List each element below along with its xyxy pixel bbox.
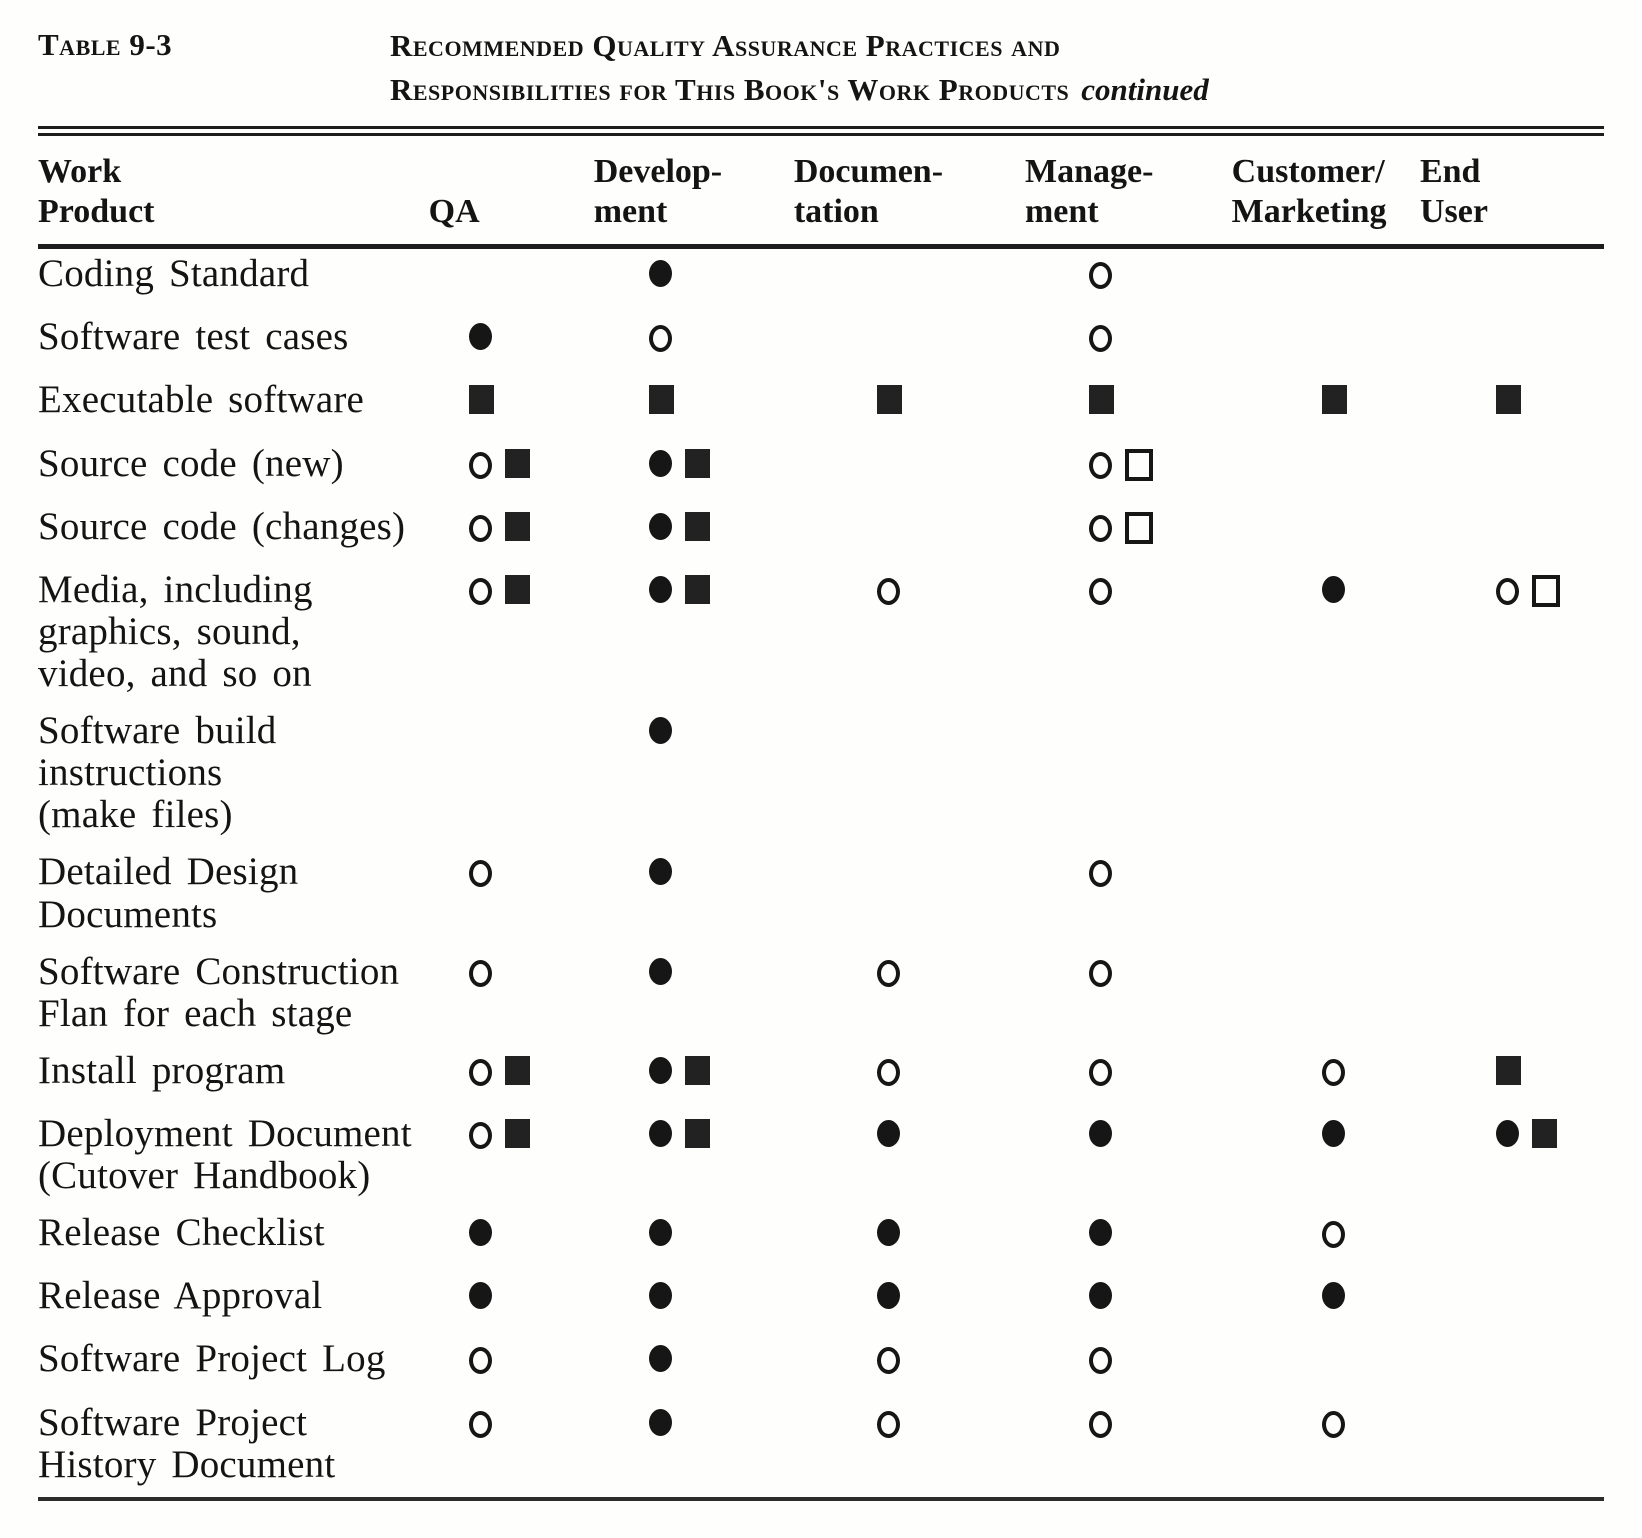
table-body-row-group — [38, 247, 1604, 1499]
filled-circle-symbol — [877, 1120, 900, 1147]
cell-qa — [424, 706, 557, 847]
cell-management — [991, 1398, 1208, 1499]
open-circle-symbol — [469, 515, 492, 542]
table-row — [38, 1271, 1604, 1334]
cell-development — [557, 1334, 762, 1397]
cell-customer-marketing — [1208, 1109, 1401, 1208]
column-header-line: Marketing — [1231, 193, 1387, 231]
cell-management — [991, 502, 1208, 565]
cell-end-user — [1401, 947, 1604, 1046]
work-product-label-line: Flan for each stage — [38, 991, 353, 1035]
cell-documentation — [762, 1208, 991, 1271]
open-circle-symbol — [1089, 515, 1112, 542]
filled-square-symbol — [685, 575, 710, 604]
cell-development — [557, 247, 762, 313]
open-circle-symbol — [469, 1411, 492, 1438]
cell-development — [557, 1271, 762, 1334]
work-product-label — [38, 847, 424, 946]
work-product-label — [38, 247, 424, 313]
open-circle-symbol — [469, 1059, 492, 1086]
cell-customer-marketing — [1208, 247, 1401, 313]
work-product-label — [38, 375, 424, 438]
cell-development — [557, 1398, 762, 1499]
open-square-symbol — [1125, 449, 1153, 481]
cell-end-user — [1401, 439, 1604, 502]
open-circle-symbol — [469, 960, 492, 987]
work-product-label-line: Software Project — [38, 1400, 308, 1444]
cell-management — [991, 947, 1208, 1046]
filled-circle-symbol — [649, 1345, 672, 1372]
filled-circle-symbol — [469, 1282, 492, 1309]
cell-end-user — [1401, 1271, 1604, 1334]
filled-square-symbol — [877, 385, 902, 414]
open-circle-symbol — [469, 860, 492, 887]
table-title-line-1: Recommended Quality Assurance Practices and — [390, 28, 1061, 63]
filled-square-symbol — [1496, 385, 1521, 414]
work-product-label-line: Release Checklist — [38, 1211, 325, 1255]
open-circle-symbol — [1322, 1221, 1345, 1248]
table-row — [38, 1046, 1604, 1109]
cell-management — [991, 1271, 1208, 1334]
table-row — [38, 847, 1604, 946]
filled-circle-symbol — [469, 323, 492, 350]
open-circle-symbol — [877, 1347, 900, 1374]
cell-customer-marketing — [1208, 1334, 1401, 1397]
work-product-label-line: Coding Standard — [38, 252, 310, 296]
cell-qa — [424, 1334, 557, 1397]
work-product-label-line: Source code (new) — [38, 441, 344, 485]
cell-qa — [424, 1208, 557, 1271]
cell-development — [557, 706, 762, 847]
continued-note: continued — [1081, 72, 1209, 108]
filled-circle-symbol — [877, 1219, 900, 1246]
cell-documentation — [762, 565, 991, 706]
cell-management — [991, 375, 1208, 438]
cell-customer-marketing — [1208, 565, 1401, 706]
cell-qa — [424, 502, 557, 565]
filled-circle-symbol — [649, 1409, 672, 1436]
cell-documentation — [762, 847, 991, 946]
column-header-work-product — [38, 136, 424, 247]
work-product-label — [38, 1271, 424, 1334]
column-header-documentation — [762, 136, 991, 247]
cell-documentation — [762, 247, 991, 313]
cell-development — [557, 502, 762, 565]
work-product-label-line: Executable software — [38, 378, 365, 422]
work-product-label — [38, 502, 424, 565]
column-header-line: ment — [1024, 193, 1099, 231]
work-product-label — [38, 706, 424, 847]
cell-qa — [424, 247, 557, 313]
cell-end-user — [1401, 1398, 1604, 1499]
open-circle-symbol — [1322, 1411, 1345, 1438]
table-row — [38, 439, 1604, 502]
cell-customer-marketing — [1208, 706, 1401, 847]
open-circle-symbol — [1089, 452, 1112, 479]
cell-customer-marketing — [1208, 502, 1401, 565]
cell-development — [557, 439, 762, 502]
cell-qa — [424, 439, 557, 502]
cell-management — [991, 1046, 1208, 1109]
filled-square-symbol — [469, 385, 494, 414]
cell-development — [557, 947, 762, 1046]
work-product-label — [38, 1334, 424, 1397]
table-title-line-2 — [390, 68, 1209, 112]
table-top-rule — [38, 126, 1604, 136]
column-header-end-user — [1401, 136, 1604, 247]
filled-circle-symbol — [1089, 1219, 1112, 1246]
work-product-label — [38, 439, 424, 502]
filled-square-symbol — [505, 449, 530, 478]
cell-end-user — [1401, 1046, 1604, 1109]
work-product-label-line: Software Project Log — [38, 1337, 386, 1381]
filled-square-symbol — [685, 1119, 710, 1148]
open-circle-symbol — [1089, 1347, 1112, 1374]
table-caption — [38, 24, 1604, 112]
work-product-label-line: Media, including — [38, 567, 313, 611]
column-header-line: End — [1419, 153, 1481, 191]
cell-documentation — [762, 375, 991, 438]
cell-development — [557, 1109, 762, 1208]
cell-end-user — [1401, 1109, 1604, 1208]
filled-square-symbol — [505, 575, 530, 604]
work-product-label — [38, 312, 424, 375]
qa-practices-table — [38, 136, 1604, 1501]
open-circle-symbol — [1496, 578, 1519, 605]
cell-qa — [424, 1046, 557, 1109]
work-product-label-line: Software Construction — [38, 949, 400, 993]
cell-customer-marketing — [1208, 312, 1401, 375]
filled-square-symbol — [685, 449, 710, 478]
column-header-customer-marketing — [1208, 136, 1401, 247]
cell-management — [991, 847, 1208, 946]
filled-square-symbol — [685, 512, 710, 541]
filled-circle-symbol — [1322, 576, 1345, 603]
cell-customer-marketing — [1208, 439, 1401, 502]
open-circle-symbol — [649, 325, 672, 352]
filled-square-symbol — [685, 1056, 710, 1085]
cell-development — [557, 847, 762, 946]
open-circle-symbol — [877, 960, 900, 987]
filled-square-symbol — [505, 1056, 530, 1085]
cell-qa — [424, 1109, 557, 1208]
cell-development — [557, 312, 762, 375]
column-header-line: Documen- — [793, 153, 944, 191]
cell-end-user — [1401, 706, 1604, 847]
cell-customer-marketing — [1208, 375, 1401, 438]
table-row — [38, 312, 1604, 375]
open-circle-symbol — [1089, 960, 1112, 987]
column-header-line: User — [1419, 193, 1488, 231]
table-row — [38, 1334, 1604, 1397]
work-product-label-line: (make files) — [38, 793, 233, 837]
cell-development — [557, 375, 762, 438]
work-product-label-line: Documents — [38, 892, 218, 936]
work-product-label-line: History Document — [38, 1442, 336, 1486]
filled-circle-symbol — [469, 1219, 492, 1246]
column-header-line: ment — [593, 193, 668, 231]
cell-end-user — [1401, 1208, 1604, 1271]
filled-circle-symbol — [1496, 1120, 1519, 1147]
table-row — [38, 502, 1604, 565]
cell-management — [991, 247, 1208, 313]
cell-qa — [424, 947, 557, 1046]
column-header-line: Customer/ — [1231, 153, 1385, 191]
cell-customer-marketing — [1208, 947, 1401, 1046]
work-product-label-line: Release Approval — [38, 1274, 323, 1318]
cell-customer-marketing — [1208, 1208, 1401, 1271]
cell-documentation — [762, 312, 991, 375]
cell-management — [991, 1208, 1208, 1271]
cell-customer-marketing — [1208, 847, 1401, 946]
open-circle-symbol — [877, 578, 900, 605]
table-number: Table 9-3 — [38, 27, 173, 62]
cell-documentation — [762, 502, 991, 565]
filled-square-symbol — [505, 512, 530, 541]
open-circle-symbol — [469, 1347, 492, 1374]
column-header-line: tation — [793, 193, 879, 231]
cell-management — [991, 439, 1208, 502]
column-header-qa — [424, 136, 557, 247]
filled-circle-symbol — [649, 1120, 672, 1147]
open-circle-symbol — [1089, 578, 1112, 605]
work-product-label-line: instructions — [38, 751, 223, 795]
open-circle-symbol — [469, 1122, 492, 1149]
table-header-row — [38, 136, 1604, 247]
cell-end-user — [1401, 312, 1604, 375]
filled-circle-symbol — [649, 576, 672, 603]
filled-circle-symbol — [649, 1219, 672, 1246]
cell-end-user — [1401, 1334, 1604, 1397]
filled-circle-symbol — [649, 260, 672, 287]
column-header-management — [991, 136, 1208, 247]
cell-qa — [424, 375, 557, 438]
cell-qa — [424, 1271, 557, 1334]
cell-documentation — [762, 1334, 991, 1397]
filled-square-symbol — [1532, 1119, 1557, 1148]
table-row — [38, 947, 1604, 1046]
filled-square-symbol — [649, 385, 674, 414]
column-header-line: Manage- — [1024, 153, 1154, 191]
filled-circle-symbol — [649, 1057, 672, 1084]
table-title — [390, 24, 1209, 112]
work-product-label — [38, 947, 424, 1046]
filled-circle-symbol — [649, 958, 672, 985]
cell-end-user — [1401, 847, 1604, 946]
filled-circle-symbol — [649, 1282, 672, 1309]
filled-circle-symbol — [649, 717, 672, 744]
open-circle-symbol — [469, 452, 492, 479]
cell-qa — [424, 312, 557, 375]
open-circle-symbol — [469, 578, 492, 605]
work-product-label-line: graphics, sound, — [38, 609, 301, 653]
open-circle-symbol — [1089, 262, 1112, 289]
cell-management — [991, 312, 1208, 375]
work-product-label — [38, 1046, 424, 1109]
open-circle-symbol — [1322, 1059, 1345, 1086]
work-product-label-line: Software test cases — [38, 315, 349, 359]
work-product-label-line: Software build — [38, 709, 277, 753]
table-row — [38, 1109, 1604, 1208]
open-square-symbol — [1532, 575, 1560, 607]
column-header-line: Product — [38, 193, 155, 231]
filled-circle-symbol — [877, 1282, 900, 1309]
work-product-label — [38, 1208, 424, 1271]
cell-documentation — [762, 439, 991, 502]
cell-development — [557, 565, 762, 706]
table-row — [38, 1398, 1604, 1499]
table-row — [38, 375, 1604, 438]
filled-circle-symbol — [1322, 1282, 1345, 1309]
table-row — [38, 247, 1604, 313]
cell-customer-marketing — [1208, 1046, 1401, 1109]
table-row — [38, 706, 1604, 847]
cell-qa — [424, 1398, 557, 1499]
open-circle-symbol — [877, 1059, 900, 1086]
table-header-row-group — [38, 136, 1604, 247]
filled-circle-symbol — [649, 450, 672, 477]
table-title-line-2-text: Responsibilities for This Book's Work Products — [390, 72, 1070, 108]
work-product-label-line: video, and so on — [38, 652, 312, 696]
filled-square-symbol — [1089, 385, 1114, 414]
open-square-symbol — [1125, 512, 1153, 544]
work-product-label — [38, 1398, 424, 1499]
filled-square-symbol — [505, 1119, 530, 1148]
cell-documentation — [762, 1109, 991, 1208]
column-header-development — [557, 136, 762, 247]
cell-qa — [424, 847, 557, 946]
cell-management — [991, 565, 1208, 706]
table-row — [38, 565, 1604, 706]
work-product-label — [38, 565, 424, 706]
open-circle-symbol — [877, 1411, 900, 1438]
work-product-label-line: (Cutover Handbook) — [38, 1154, 371, 1198]
cell-documentation — [762, 1271, 991, 1334]
cell-end-user — [1401, 247, 1604, 313]
cell-development — [557, 1046, 762, 1109]
cell-documentation — [762, 947, 991, 1046]
filled-circle-symbol — [1322, 1120, 1345, 1147]
filled-square-symbol — [1322, 385, 1347, 414]
filled-circle-symbol — [649, 858, 672, 885]
cell-documentation — [762, 1046, 991, 1109]
cell-documentation — [762, 1398, 991, 1499]
column-header-line: QA — [428, 193, 480, 231]
filled-square-symbol — [1496, 1056, 1521, 1085]
table-row — [38, 1208, 1604, 1271]
cell-management — [991, 1109, 1208, 1208]
work-product-label — [38, 1109, 424, 1208]
work-product-label-line: Source code (changes) — [38, 504, 406, 548]
cell-customer-marketing — [1208, 1398, 1401, 1499]
filled-circle-symbol — [1089, 1282, 1112, 1309]
cell-qa — [424, 565, 557, 706]
column-header-line: Develop- — [593, 153, 723, 191]
cell-end-user — [1401, 375, 1604, 438]
cell-development — [557, 1208, 762, 1271]
cell-customer-marketing — [1208, 1271, 1401, 1334]
cell-documentation — [762, 706, 991, 847]
cell-end-user — [1401, 502, 1604, 565]
open-circle-symbol — [1089, 325, 1112, 352]
open-circle-symbol — [1089, 860, 1112, 887]
filled-circle-symbol — [1089, 1120, 1112, 1147]
cell-management — [991, 1334, 1208, 1397]
open-circle-symbol — [1089, 1411, 1112, 1438]
cell-management — [991, 706, 1208, 847]
work-product-label-line: Install program — [38, 1048, 286, 1092]
open-circle-symbol — [1089, 1059, 1112, 1086]
work-product-label-line: Detailed Design — [38, 850, 299, 894]
cell-end-user — [1401, 565, 1604, 706]
column-header-line: Work — [38, 153, 122, 191]
work-product-label-line: Deployment Document — [38, 1112, 412, 1155]
filled-circle-symbol — [649, 513, 672, 540]
